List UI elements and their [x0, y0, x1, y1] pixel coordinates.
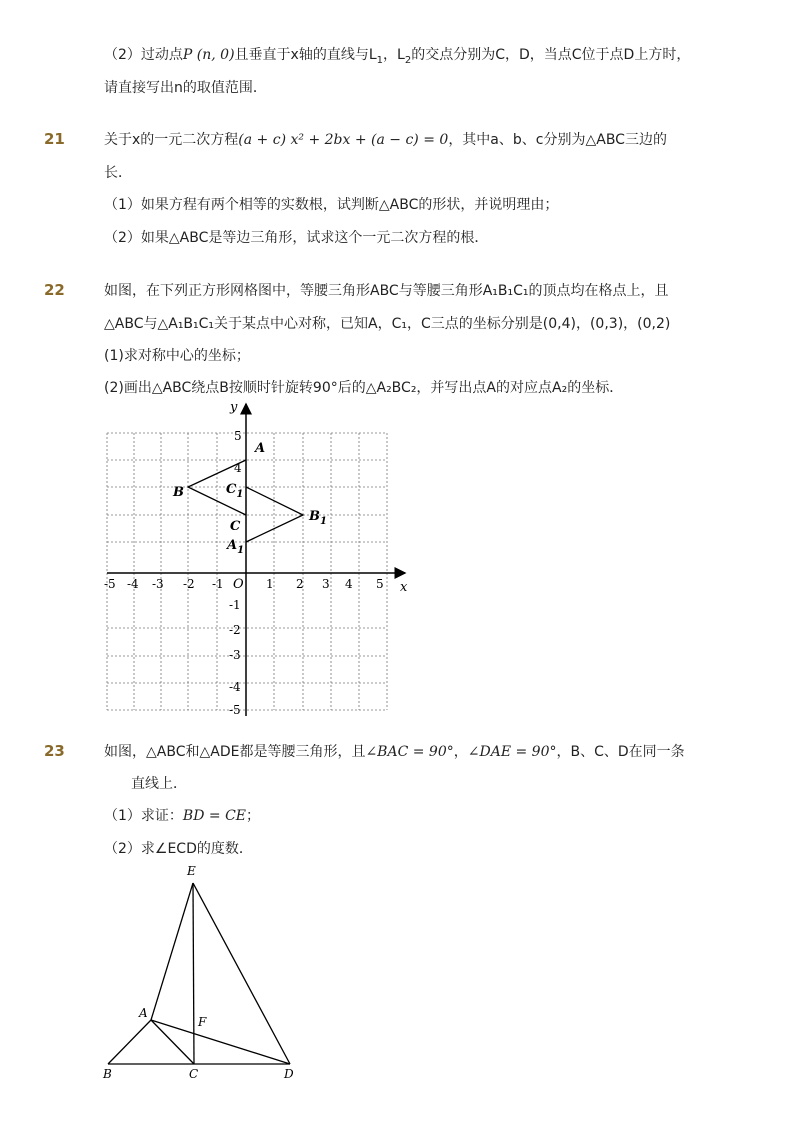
x-tick-label: -3: [152, 577, 164, 591]
segment-ae: [151, 883, 193, 1020]
y-axis-label: y: [230, 400, 238, 415]
segment-ba: [108, 1020, 151, 1064]
q20-part2-line2: 请直接写出n的取值范围．: [104, 80, 267, 96]
y-tick-label: 4: [234, 461, 242, 475]
x-tick-label: -2: [183, 577, 195, 591]
q23-stem-line1: 如图，△ABC和△ADE都是等腰三角形，且∠BAC = 90°，∠DAE = 90°，B、C、D在同一条: [104, 744, 685, 760]
x-axis-label: x: [400, 580, 408, 595]
y-tick-label: -5: [229, 703, 241, 717]
q21-stem-line1: 关于x的一元二次方程(a + c) x² + 2bx + (a − c) = 0，其中a、b、c分别为△ABC三边的: [104, 132, 667, 148]
q22-stem-line2: △ABC与△A₁B₁C₁关于某点中心对称，已知A，C₁，C三点的坐标分别是(0,4)，(0,3)，(0,2): [104, 316, 671, 332]
segment-ed: [193, 883, 290, 1064]
point-b-label: B: [173, 485, 184, 500]
q22-part2: (2)画出△ABC绕点B按顺时针旋转90°后的△A₂BC₂，并写出点A的对应点A₂的坐标．: [104, 380, 624, 396]
x-tick-label: 5: [376, 577, 384, 591]
y-tick-label: -1: [229, 598, 241, 612]
y-tick-label: -2: [229, 623, 241, 637]
origin-label: O: [233, 577, 244, 592]
point-b1-label: $B_1$: [309, 509, 327, 527]
x-tick-label: 1: [266, 577, 274, 591]
point-d-label: D: [284, 1067, 294, 1081]
question-number-21: 21: [44, 130, 65, 148]
question-number-23: 23: [44, 742, 65, 760]
point-c1-label: $C_1$: [226, 482, 244, 500]
y-tick-label: -3: [229, 648, 241, 662]
triangle-a1b1c1: [246, 487, 303, 542]
segment-ec: [193, 883, 194, 1064]
q23-geometry-figure: [98, 858, 308, 1083]
point-f-label: F: [198, 1015, 207, 1029]
q21-stem-line2: 长．: [104, 165, 132, 181]
point-a-label: A: [139, 1006, 148, 1020]
x-tick-label: -1: [212, 577, 224, 591]
y-tick-label: -4: [229, 680, 241, 694]
point-c-label: C: [189, 1067, 199, 1081]
x-tick-label: 2: [296, 577, 304, 591]
q20-part2-line1: （2）过动点P (n, 0)且垂直于x轴的直线与$L_1$，$L_2$的交点分别为C，D，当点C位于点D上方时，: [104, 47, 691, 66]
question-number-22: 22: [44, 281, 65, 299]
point-a-label: A: [255, 441, 266, 456]
q22-part1: (1)求对称中心的坐标；: [104, 348, 250, 364]
x-tick-label: 3: [322, 577, 330, 591]
q23-part2: （2）求∠ECD的度数．: [104, 841, 253, 857]
q22-stem-line1: 如图，在下列正方形网格图中，等腰三角形ABC与等腰三角形A₁B₁C₁的顶点均在格点上，且: [104, 283, 669, 299]
point-a1-label: $A_1$: [227, 538, 245, 556]
x-tick-label: 4: [345, 577, 353, 591]
point-e-label: E: [187, 864, 196, 878]
y-tick-label: 5: [234, 429, 242, 443]
q21-part2: （2）如果△ABC是等边三角形，试求这个一元二次方程的根．: [104, 230, 489, 246]
point-c-label: C: [230, 519, 241, 534]
grid-lines: [107, 433, 387, 710]
x-tick-label: -5: [104, 577, 116, 591]
x-tick-label: -4: [127, 577, 139, 591]
point-b-label: B: [103, 1067, 112, 1081]
q21-part1: （1）如果方程有两个相等的实数根，试判断△ABC的形状，并说明理由；: [104, 197, 559, 213]
q23-part1: （1）求证：BD = CE；: [104, 808, 260, 824]
q22-coordinate-grid-figure: [100, 398, 415, 718]
q23-stem-line2: 直线上．: [131, 776, 187, 792]
